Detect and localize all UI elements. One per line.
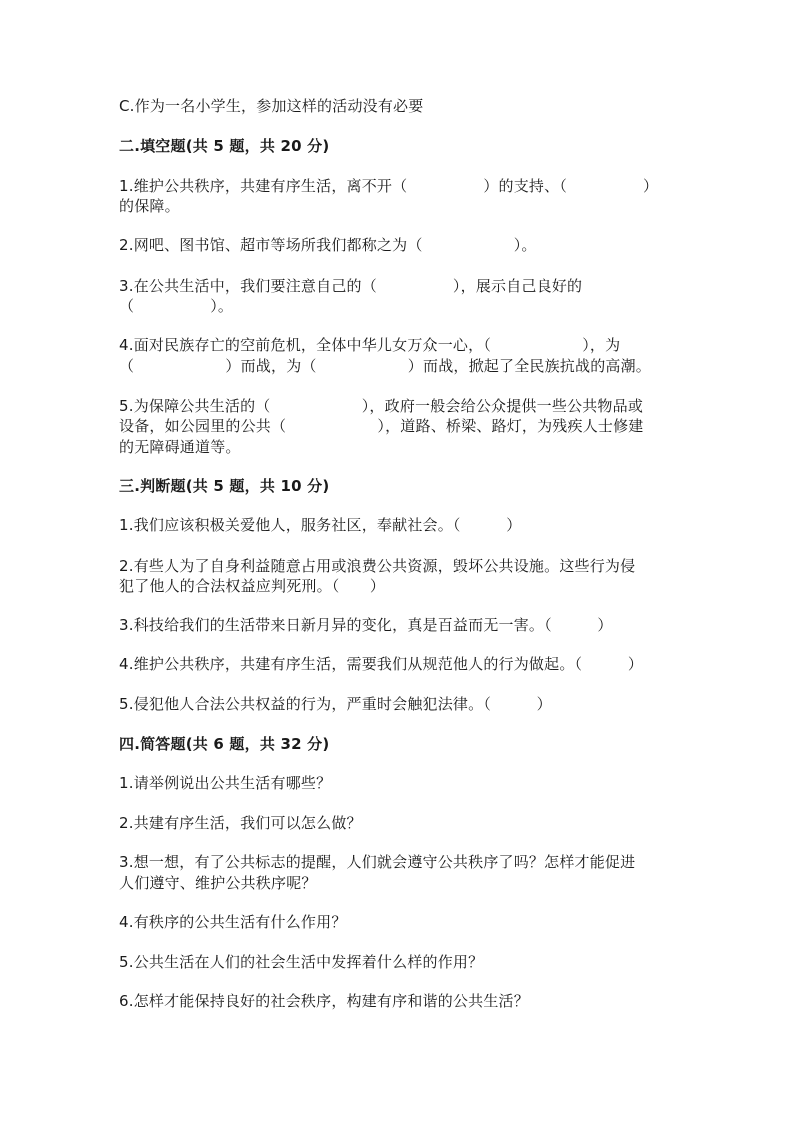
short-answer-q6: 6.怎样才能保持良好的社会秩序，构建有序和谐的公共生活？ [119, 992, 529, 1010]
true-false-q3: 3.科技给我们的生活带来日新月异的变化，真是百益而无一害。（ ） [119, 616, 613, 634]
fill-blank-q5-line1: 5.为保障公共生活的（ ），政府一般会给公众提供一些公共物品或 [119, 397, 644, 415]
fill-blank-q3-line1: 3.在公共生活中，我们要注意自己的（ ），展示自己良好的 [119, 277, 583, 295]
true-false-q4: 4.维护公共秩序，共建有序生活，需要我们从规范他人的行为做起。（ ） [119, 655, 644, 673]
section-heading-fill-blank: 二.填空题(共 5 题，共 20 分) [119, 137, 330, 155]
short-answer-q1: 1.请举例说出公共生活有哪些？ [119, 774, 332, 792]
short-answer-q5: 5.公共生活在人们的社会生活中发挥着什么样的作用？ [119, 953, 484, 971]
section-heading-short-answer: 四.简答题(共 6 题，共 32 分) [119, 735, 330, 753]
fill-blank-q5-line3: 的无障碍通道等。 [119, 438, 241, 456]
true-false-q2-line1: 2.有些人为了自身利益随意占用或浪费公共资源，毁坏公共设施。这些行为侵 [119, 557, 636, 575]
true-false-q2-line2: 犯了他人的合法权益应判死刑。（ ） [119, 577, 386, 595]
fill-blank-q5-line2: 设备，如公园里的公共（ ），道路、桥梁、路灯，为残疾人士修建 [119, 417, 644, 435]
short-answer-q2: 2.共建有序生活，我们可以怎么做？ [119, 814, 362, 832]
option-c-text: C.作为一名小学生，参加这样的活动没有必要 [119, 97, 424, 115]
fill-blank-q4-line1: 4.面对民族存亡的空前危机，全体中华儿女万众一心，（ ），为 [119, 336, 621, 354]
fill-blank-q1-line2: 的保障。 [119, 197, 180, 215]
section-heading-true-false: 三.判断题(共 5 题，共 10 分) [119, 477, 330, 495]
fill-blank-q3-line2: （ ）。 [119, 297, 234, 315]
fill-blank-q4-line2: （ ）而战，为（ ）而战，掀起了全民族抗战的高潮。 [119, 357, 652, 375]
fill-blank-q1-line1: 1.维护公共秩序，共建有序生活，离不开（ ）的支持、（ ） [119, 177, 659, 195]
true-false-q1: 1.我们应该积极关爱他人，服务社区，奉献社会。（ ） [119, 516, 522, 534]
fill-blank-q2: 2.网吧、图书馆、超市等场所我们都称之为（ ）。 [119, 236, 537, 254]
short-answer-q3-line1: 3.想一想，有了公共标志的提醒，人们就会遵守公共秩序了吗？怎样才能促进 [119, 853, 636, 871]
short-answer-q4: 4.有秩序的公共生活有什么作用？ [119, 913, 347, 931]
short-answer-q3-line2: 人们遵守、维护公共秩序呢？ [119, 874, 317, 892]
true-false-q5: 5.侵犯他人合法公共权益的行为，严重时会触犯法律。（ ） [119, 695, 552, 713]
